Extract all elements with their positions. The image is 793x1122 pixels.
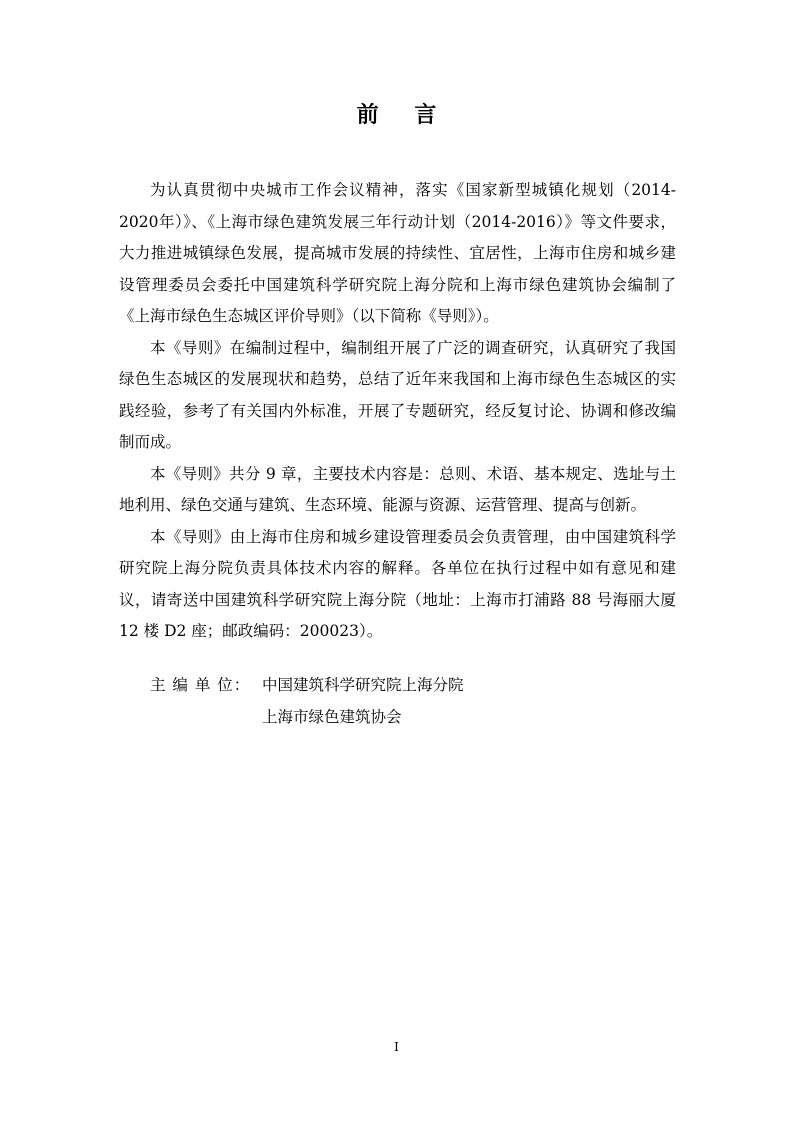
paragraph-management: 本《导则》由上海市住房和城乡建设管理委员会负责管理，由中国建筑科学研究院上海分院负责具体技术内容的解释。各单位在执行过程中如有意见和建议，请寄送中国建筑科学研究院上海分院（地址：上海市打浦路 88 号海丽大厦 12 楼 D2 座；邮政编码：200023）。 — [119, 527, 676, 640]
editing-unit-name: 中国建筑科学研究院上海分院 — [262, 676, 464, 694]
editing-unit-name: 上海市绿色建筑协会 — [262, 707, 402, 726]
editing-units-label: 主 编 单 位： — [150, 676, 251, 694]
paragraph-purpose: 为认真贯彻中央城市工作会议精神，落实《国家新型城镇化规划（2014-2020年）》、《上海市绿色建筑发展三年行动计划（2014-2016）》等文件要求，大力推进城镇绿色发展，提高城市发展的持续性、宜居性，上海市住房和城乡建设管理委员会委托中国建筑科学研究院上海分院和上海市绿色建筑协会编制了《上海市绿色生态城区评价导则》（以下简称《导则》）。 — [119, 181, 676, 325]
editing-units-label-spacer — [150, 702, 262, 734]
paragraph-process: 本《导则》在编制过程中，编制组开展了广泛的调查研究，认真研究了我国绿色生态城区的发展现状和趋势，总结了近年来我国和上海市绿色生态城区的实践经验，参考了有关国内外标准，开展了专题研究，经反复讨论、协调和修改编制而成。 — [119, 338, 676, 451]
editing-unit-row — [150, 702, 464, 734]
page-number: I — [394, 1040, 399, 1054]
paragraph-contents: 本《导则》共分 9 章，主要技术内容是：总则、术语、基本规定、选址与土地利用、绿色交通与建筑、生态环境、能源与资源、运营管理、提高与创新。 — [119, 464, 676, 514]
preface-body — [119, 175, 676, 648]
page-title: 前 言 — [356, 102, 451, 128]
editing-units-block — [150, 670, 464, 733]
editing-unit-row — [150, 670, 464, 702]
